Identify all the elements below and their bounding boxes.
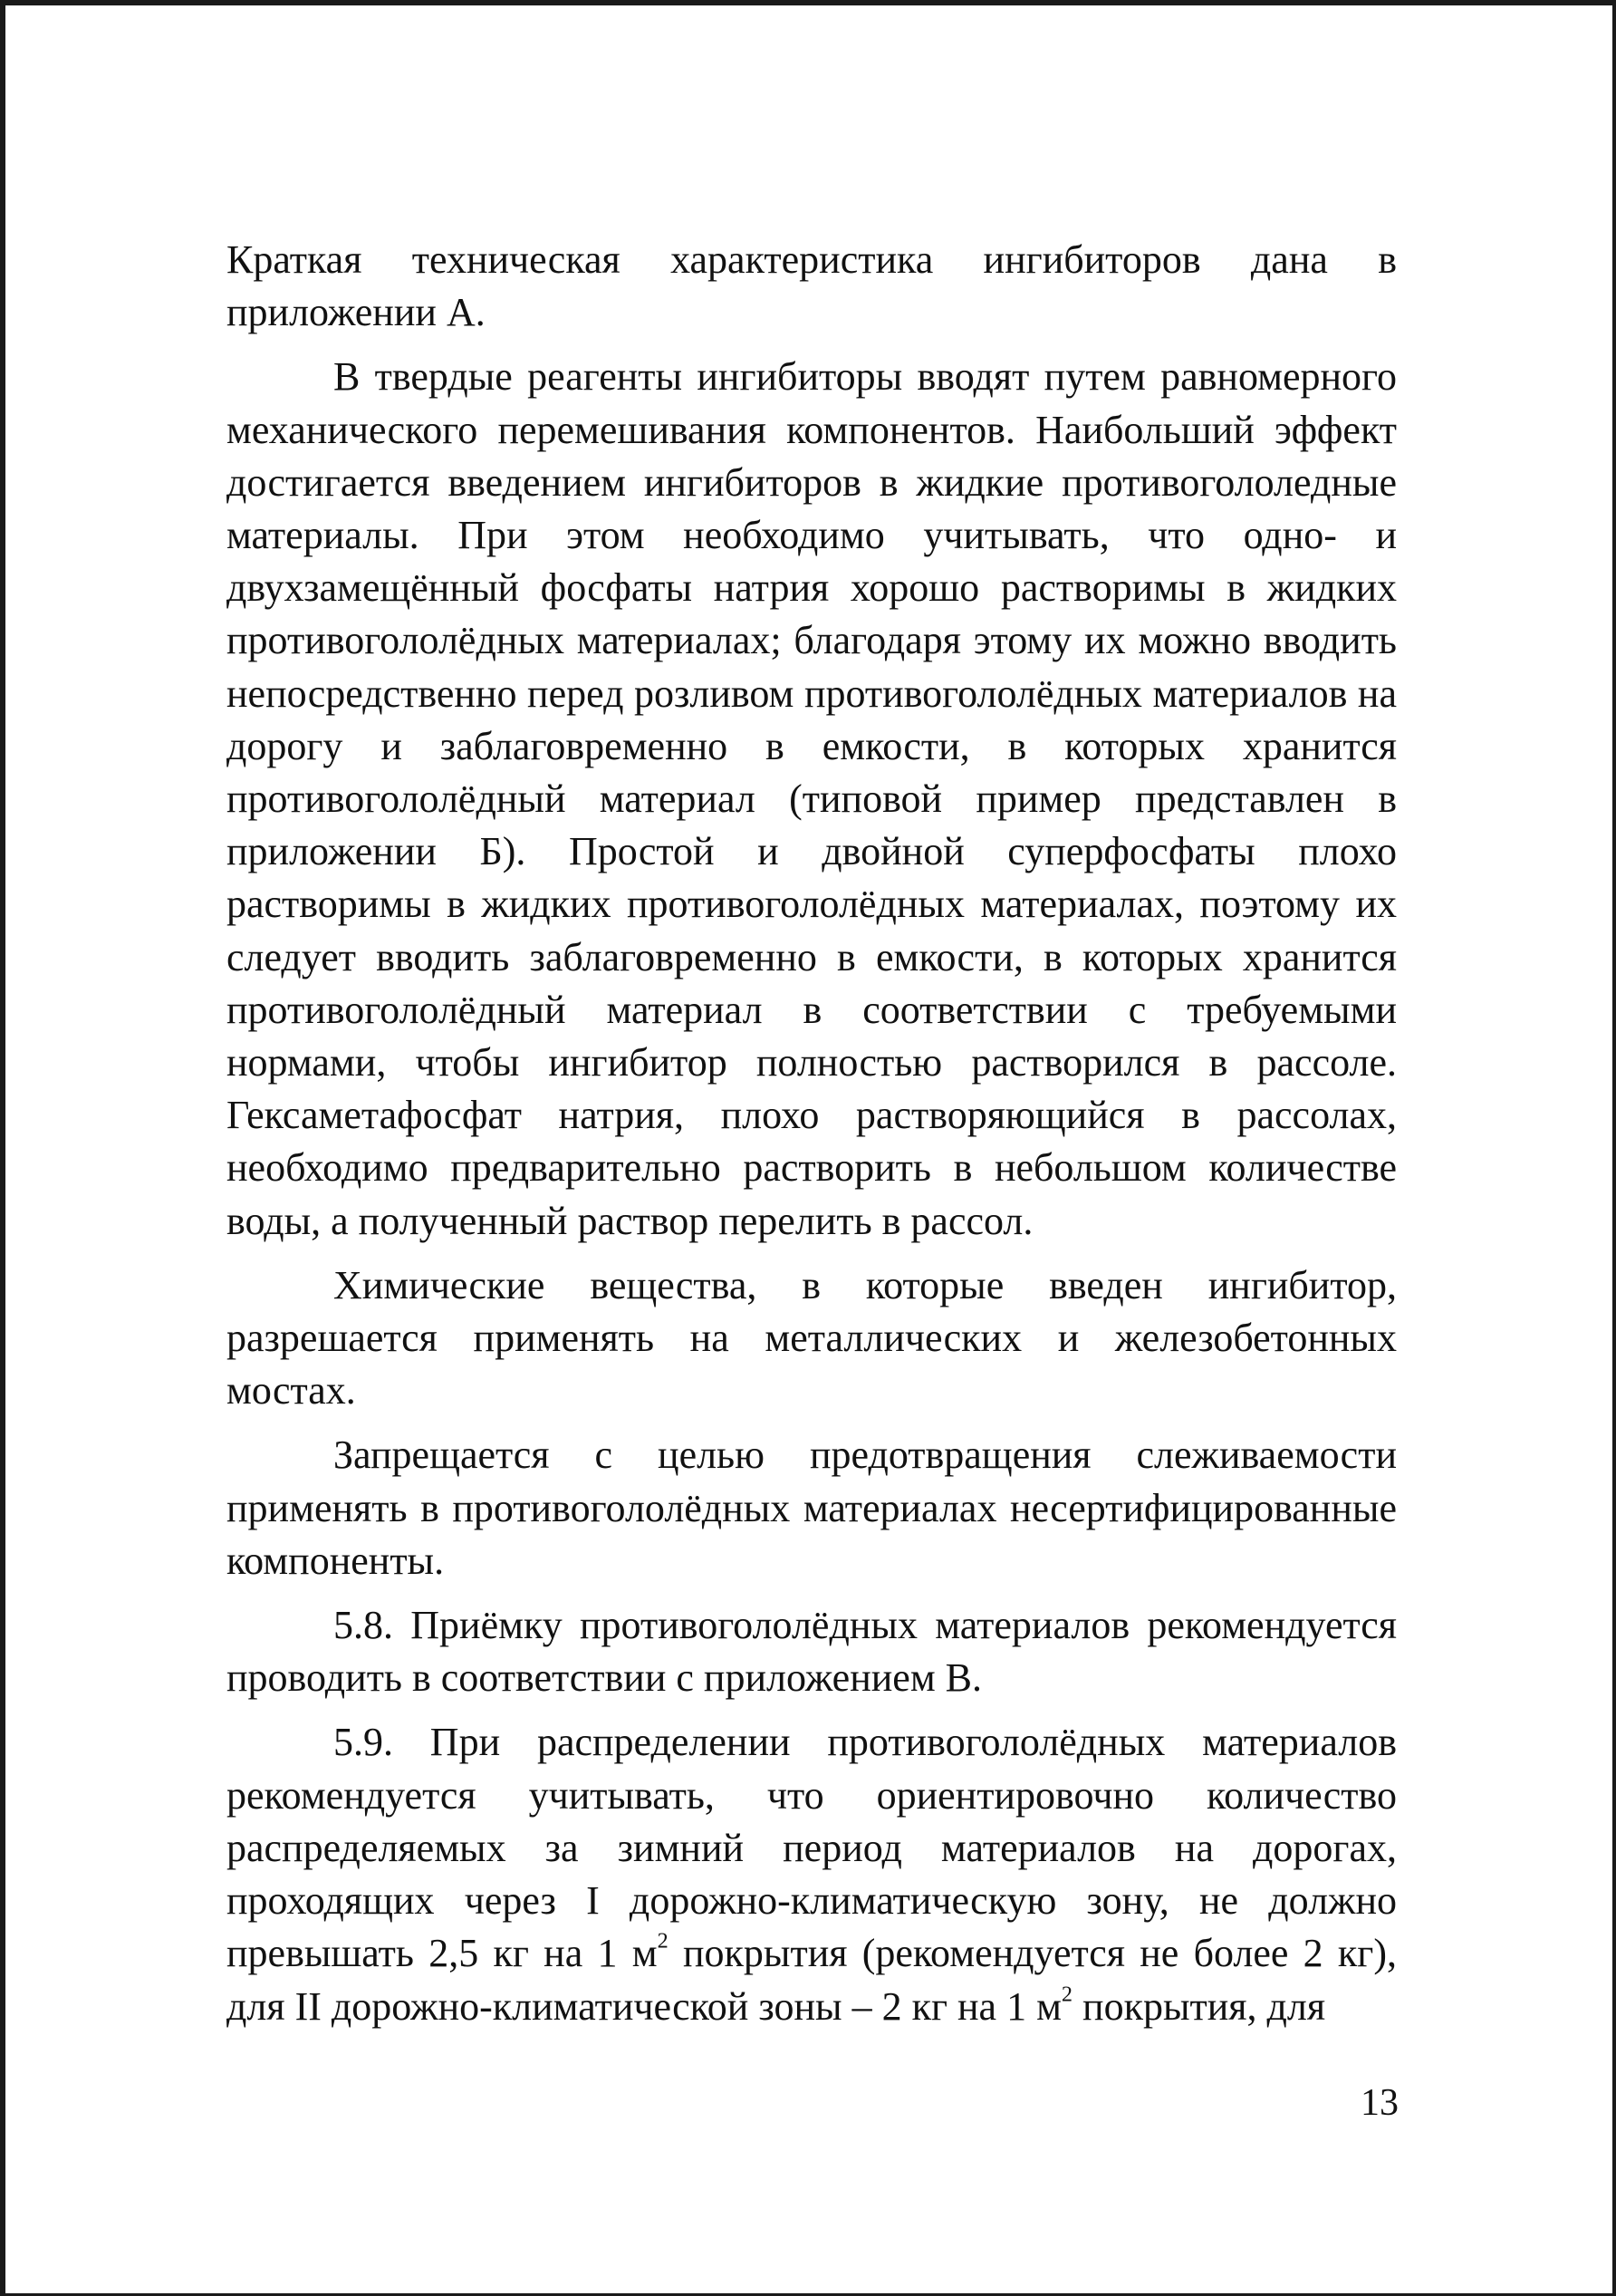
body-text <box>226 234 1397 2033</box>
paragraph-section-5-9-text-2: покрытия (рекомендуется не более 2 кг), для II дорожно-климатической зоны – 2 кг на 1 м <box>226 1931 1398 2029</box>
paragraph-section-5-9-text-1: 5.9. При распределении противогололёдных материалов рекомендуется учитывать, что ориентировочно количество распределяемых за зимний период материалов на дорогах, проходящих через I дорожно-климатическую зону, не должно превышать 2,5 кг на 1 м <box>226 1720 1397 1976</box>
paragraph-prohibition: Запрещается с целью предотвращения слеживаемости применять в противогололёдных материалах несертифицированные компоненты. <box>226 1433 1397 1583</box>
paragraph-section-5-9-text-3: покрытия, для <box>1073 1983 1326 2029</box>
paragraph-section-5-8: 5.8. Приёмку противогололёдных материалов рекомендуется проводить в соответствии с приложением В. <box>226 1603 1397 1701</box>
page-number: 13 <box>1361 2082 1399 2124</box>
paragraph-inhibitor-specs: Краткая техническая характеристика ингибиторов дана в приложении А. <box>226 237 1397 335</box>
superscript-square: 2 <box>1061 1981 1073 2006</box>
paragraph-section-5-9 <box>226 1716 1397 2032</box>
paragraph-chemicals-permitted: Химические вещества, в которые введен ингибитор, разрешается применять на металлических и железобетонных мостах. <box>226 1262 1397 1413</box>
paragraph-inhibitor-introduction: В твердые реагенты ингибиторы вводят путем равномерного механического перемешивания компонентов. Наибольший эффект достигается введением ингибиторов в жидкие противогололедные материалы. При этом необходимо учитывать, что одно- и двухзамещённый фосфаты натрия хорошо растворимы в жидких противогололёдных материалах; благодаря этому их можно вводить непосредственно перед розливом противогололёдных материалов на дорогу и заблаговременно в емкости, в которых хранится противогололёдный материал (типовой пример представлен в приложении Б). Простой и двойной суперфосфаты плохо растворимы в жидких противогололёдных материалах, поэтому их следует вводить заблаговременно в емкости, в которых хранится противогололёдный материал в соответствии с требуемыми нормами, чтобы ингибитор полностью растворился в рассоле. Гексаметафосфат натрия, плохо растворяющийся в рассолах, необходимо предварительно растворить в небольшом количестве воды, а полученный раствор перелить в рассол. <box>226 354 1397 1243</box>
superscript-square: 2 <box>657 1928 669 1954</box>
